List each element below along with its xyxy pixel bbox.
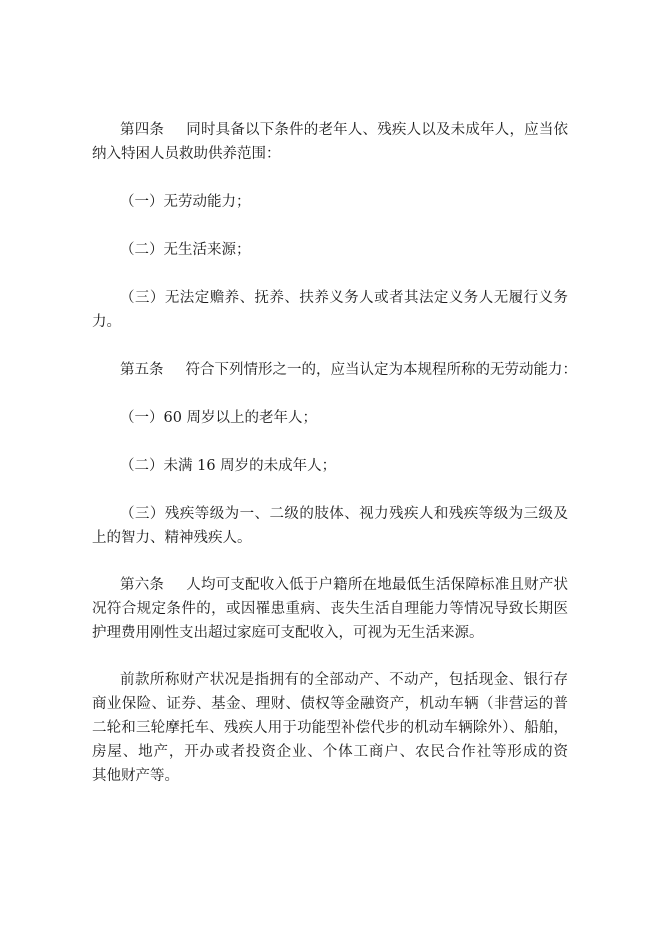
text-line: 第四条 同时具备以下条件的老年人、残疾人以及未成年人，应当依 bbox=[120, 122, 568, 138]
list-item bbox=[92, 238, 568, 262]
text-line: 商业保险、证券、基金、理财、债权等金融资产，机动车辆（非营运的普 bbox=[92, 696, 568, 712]
text-line: （一）无劳动能力； bbox=[120, 194, 251, 210]
text-line: （二）无生活来源； bbox=[120, 242, 251, 258]
text-line: （三）残疾等级为一、二级的肢体、视力残疾人和残疾等级为三级及 bbox=[120, 506, 568, 522]
text-line: 其他财产等。 bbox=[92, 768, 179, 784]
text-line: 第五条 符合下列情形之一的，应当认定为本规程所称的无劳动能力： bbox=[120, 362, 577, 378]
text-line: 力。 bbox=[92, 314, 121, 330]
text-line: 前款所称财产状况是指拥有的全部动产、不动产，包括现金、银行存 bbox=[120, 672, 568, 688]
text-line: 纳入特困人员救助供养范围： bbox=[92, 146, 281, 162]
text-line: （二）未满 16 周岁的未成年人； bbox=[120, 458, 337, 474]
text-line: 二轮和三轮摩托车、残疾人用于功能型补偿代步的机动车辆除外）、船舶， bbox=[92, 720, 568, 736]
text-line: （一）60 周岁以上的老年人； bbox=[120, 410, 318, 426]
text-line: 房屋、地产，开办或者投资企业、个体工商户、农民合作社等形成的资 bbox=[92, 744, 568, 760]
text-line: 第六条 人均可支配收入低于户籍所在地最低生活保障标准且财产状 bbox=[120, 577, 568, 593]
article-label: 第六条 bbox=[120, 577, 165, 593]
list-item bbox=[92, 454, 568, 478]
article-6-paragraph-2 bbox=[92, 668, 568, 788]
text-line: 护理费用刚性支出超过家庭可支配收入，可视为无生活来源。 bbox=[92, 625, 484, 641]
article-6-paragraph bbox=[92, 573, 568, 645]
list-item bbox=[92, 502, 568, 550]
list-item bbox=[92, 406, 568, 430]
text-line: 况符合规定条件的，或因罹患重病、丧失生活自理能力等情况导致长期医 bbox=[92, 601, 568, 617]
list-item bbox=[92, 190, 568, 214]
article-label: 第四条 bbox=[120, 122, 165, 138]
article-4-paragraph bbox=[92, 118, 568, 166]
list-item bbox=[92, 286, 568, 334]
article-5-paragraph bbox=[92, 358, 577, 382]
text-line: （三）无法定赡养、抚养、扶养义务人或者其法定义务人无履行义务 bbox=[120, 290, 568, 306]
text-line: 上的智力、精神残疾人。 bbox=[92, 530, 252, 546]
article-label: 第五条 bbox=[120, 362, 164, 378]
